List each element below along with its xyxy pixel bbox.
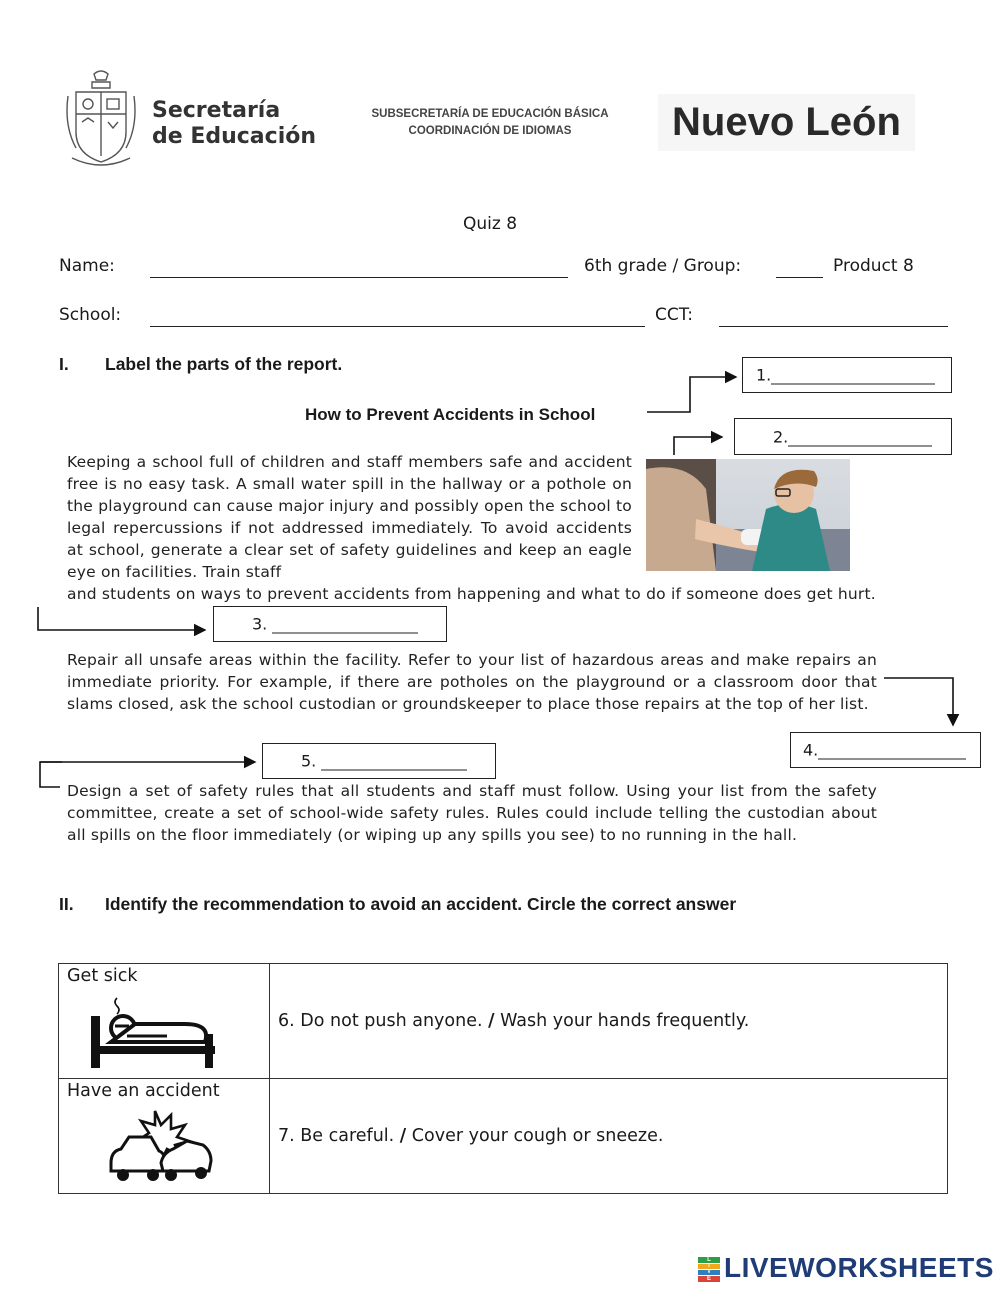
label-number: 3.: [252, 614, 268, 634]
label-box-1[interactable]: [742, 357, 952, 393]
badge-letter: L: [698, 1257, 720, 1263]
badge-letter: I: [698, 1264, 720, 1269]
answer-blank[interactable]: [818, 745, 966, 760]
arrow-2: [674, 437, 722, 455]
state-name: Nuevo León: [658, 94, 915, 151]
recommendation-table: [58, 963, 948, 1194]
label-box-4[interactable]: [790, 732, 981, 768]
option-b[interactable]: Wash your hands frequently.: [500, 1011, 750, 1031]
arrow-1: [647, 377, 736, 412]
label-box-2[interactable]: [734, 418, 952, 455]
section2-title: Identify the recommendation to avoid an accident. Circle the correct answer: [105, 894, 737, 914]
label-number: 5.: [301, 751, 317, 771]
arrow-3: [38, 607, 205, 630]
quiz-title: Quiz 8: [462, 214, 518, 234]
report-title: How to Prevent Accidents in School: [305, 405, 596, 424]
label-box-3[interactable]: [213, 606, 447, 642]
table-row: [59, 1079, 948, 1194]
badge-letter: E: [698, 1276, 720, 1282]
org-name-line2: de Educación: [152, 124, 317, 149]
label-number: 2.: [773, 427, 789, 446]
product-label: Product 8: [833, 256, 914, 276]
question-number: 6.: [278, 1011, 295, 1031]
section1-numeral: I.: [59, 354, 69, 374]
car-crash-icon: [109, 1105, 261, 1190]
subsecretaria-line: SUBSECRETARÍA DE EDUCACIÓN BÁSICA: [371, 108, 609, 120]
section2-numeral: II.: [59, 894, 74, 914]
answer-blank[interactable]: [321, 756, 467, 771]
answer-blank[interactable]: [272, 619, 418, 634]
option-a[interactable]: Do not push anyone.: [300, 1011, 483, 1031]
sick-person-in-bed-icon: [87, 990, 261, 1075]
label-box-5[interactable]: [262, 743, 496, 779]
intro-paragraph-part1: Keeping a school full of children and staff members safe and accident free is no easy task. A small water spill in the hallway or a pothole on the playground can cause major injury and possibly open the school to legal repercussions if not addressed immediately. To avoid accidents at school, generate a clear set of safety guidelines and keep an eagle eye on facilities. Train staff: [67, 453, 632, 581]
org-name-line1: Secretaría: [152, 98, 281, 123]
answer-blank[interactable]: [788, 431, 932, 446]
table-row: [59, 964, 948, 1079]
label-number: 1.: [756, 365, 772, 385]
question-number: 7.: [278, 1126, 295, 1146]
answer-blank[interactable]: [771, 370, 935, 385]
option-a[interactable]: Be careful.: [300, 1126, 395, 1146]
liveworksheets-logo: LIVEWORKSHEETS: [724, 1252, 994, 1283]
school-label: School:: [59, 305, 122, 325]
grade-group-label: 6th grade / Group:: [584, 256, 742, 276]
body-paragraph-repairs: Repair all unsafe areas within the facility. Refer to your list of hazardous areas and make repairs an immediate priority. For example, if there are potholes on the playground or a classroom door that slams closed, ask the school custodian or groundskeeper to place those repairs at the top of her list.: [67, 651, 877, 713]
situation-cell: [59, 1079, 270, 1194]
option-separator: /: [488, 1011, 495, 1031]
body-paragraph-rules: Design a set of safety rules that all students and staff must follow. Using your list from the safety committee, create a set of school-wide safety rules. Rules could include telling the custodian about all spills on the floor immediately (or wiping up any spills you see) to no running in the hall.: [67, 782, 877, 844]
cct-label: CCT:: [655, 305, 693, 325]
arrow-4: [884, 678, 953, 725]
situation-label: Get sick: [67, 966, 138, 986]
name-label: Name:: [59, 256, 115, 276]
situation-cell: [59, 964, 270, 1079]
option-separator: /: [399, 1126, 407, 1146]
situation-label: Have an accident: [67, 1081, 220, 1101]
badge-letter: V: [698, 1270, 720, 1275]
label-number: 4.: [803, 740, 819, 760]
coordinacion-line: COORDINACIÓN DE IDIOMAS: [408, 125, 572, 137]
option-b[interactable]: Cover your cough or sneeze.: [411, 1126, 664, 1146]
arrow-5: [40, 762, 62, 787]
section1-title: Label the parts of the report.: [105, 354, 343, 374]
liveworksheets-badge-icon: [698, 1257, 720, 1283]
adult-bandaging-child-arm-photo: [646, 459, 850, 571]
intro-paragraph-part2: and students on ways to prevent accidents from happening and what to do if someone does get hurt.: [67, 585, 876, 603]
options-cell: [270, 964, 948, 1079]
options-cell: [270, 1079, 948, 1194]
